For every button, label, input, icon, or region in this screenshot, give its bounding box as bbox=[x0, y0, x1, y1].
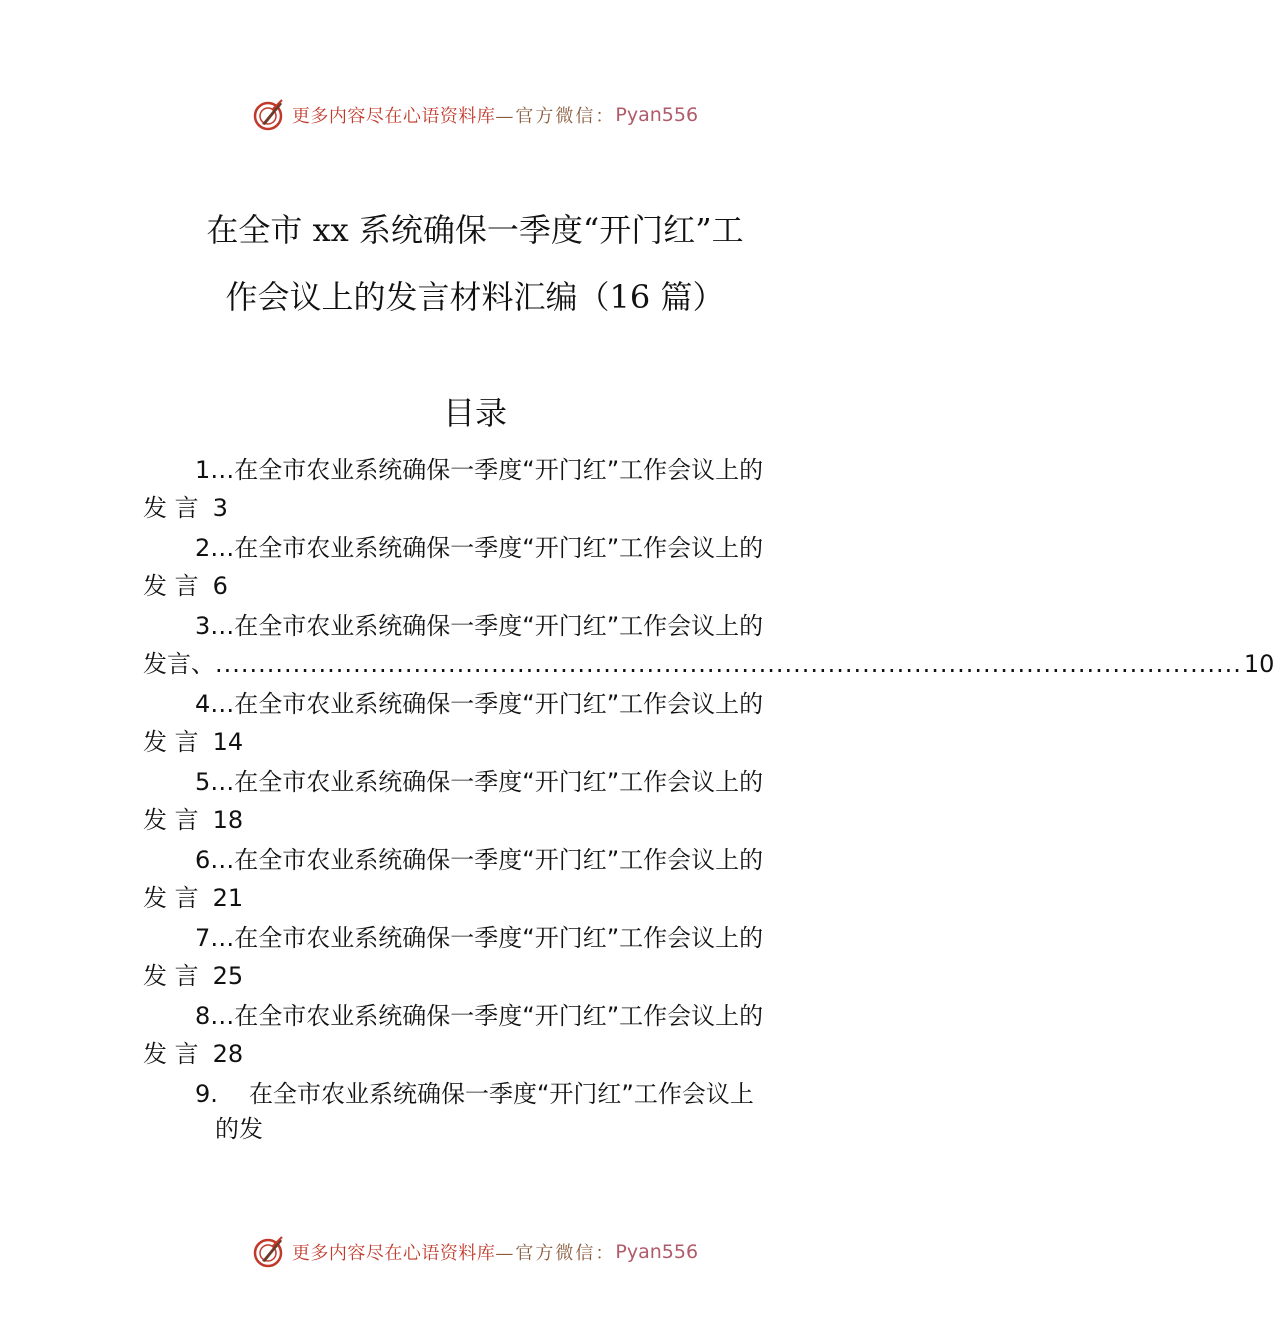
toc-entry-7[interactable] bbox=[143, 920, 808, 998]
toc-entry-title-cont: 的发 bbox=[215, 1115, 263, 1143]
toc-entry-3[interactable] bbox=[143, 608, 1274, 686]
toc-dot-leader: ....................................................................................................................... bbox=[215, 650, 1242, 678]
header-promo-text: 更多内容尽在心语资料库 bbox=[291, 106, 496, 127]
toc-entry-1[interactable] bbox=[143, 452, 808, 530]
toc-entry-8[interactable] bbox=[143, 998, 808, 1076]
document-title-line-2: 作会议上的发言材料汇编（16 篇） bbox=[225, 278, 725, 316]
toc-entry-title-cont: 发 言 bbox=[143, 806, 199, 834]
toc-entry-4[interactable] bbox=[143, 686, 808, 764]
toc-entry-title: 1…在全市农业系统确保一季度“开门红”工作会议上的 bbox=[195, 456, 764, 484]
toc-entry-title-cont: 发 言 bbox=[143, 1040, 199, 1068]
toc-entry-2[interactable] bbox=[143, 530, 808, 608]
header-wechat-label: —官方微信： bbox=[495, 106, 616, 127]
toc-entry-5[interactable] bbox=[143, 764, 808, 842]
toc-entry-title: 2…在全市农业系统确保一季度“开门红”工作会议上的 bbox=[195, 534, 764, 562]
toc-entry-title: 5…在全市农业系统确保一季度“开门红”工作会议上的 bbox=[195, 768, 764, 796]
toc-entry-page: 3 bbox=[212, 494, 228, 522]
toc-entry-title-cont: 发 言 bbox=[143, 728, 199, 756]
toc-entry-9[interactable] bbox=[195, 1076, 825, 1146]
toc-entry-page: 14 bbox=[212, 728, 244, 756]
toc-entry-title: 8…在全市农业系统确保一季度“开门红”工作会议上的 bbox=[195, 1002, 764, 1030]
toc-entry-number: 9. bbox=[195, 1080, 218, 1108]
footer-banner bbox=[0, 1232, 950, 1272]
toc-entry-page: 28 bbox=[212, 1040, 244, 1068]
table-of-contents bbox=[143, 452, 1274, 1143]
toc-entry-title-cont: 发言、 bbox=[143, 650, 215, 678]
footer-wechat-label: —官方微信： bbox=[495, 1243, 616, 1264]
toc-entry-title-cont: 发 言 bbox=[143, 494, 199, 522]
toc-entry-page: 6 bbox=[212, 572, 228, 600]
document-title-line-1: 在全市 xx 系统确保一季度“开门红”工 bbox=[206, 211, 744, 249]
toc-entry-title-cont: 发 言 bbox=[143, 962, 199, 990]
toc-entry-page: 18 bbox=[212, 806, 244, 834]
header-banner bbox=[0, 95, 950, 135]
toc-heading: 目录 bbox=[442, 394, 507, 432]
toc-entry-title: 6…在全市农业系统确保一季度“开门红”工作会议上的 bbox=[195, 846, 764, 874]
toc-entry-page: 25 bbox=[212, 962, 244, 990]
logo-quill-icon bbox=[252, 1235, 286, 1269]
toc-entry-title: 7…在全市农业系统确保一季度“开门红”工作会议上的 bbox=[195, 924, 764, 952]
footer-promo-text: 更多内容尽在心语资料库 bbox=[291, 1243, 496, 1264]
toc-entry-title: 3…在全市农业系统确保一季度“开门红”工作会议上的 bbox=[195, 612, 764, 640]
toc-entry-title: 在全市农业系统确保一季度“开门红”工作会议上 bbox=[249, 1080, 754, 1108]
toc-entry-title-cont: 发 言 bbox=[143, 884, 199, 912]
toc-entry-page: 21 bbox=[212, 884, 244, 912]
toc-entry-title-cont: 发 言 bbox=[143, 572, 199, 600]
toc-entry-6[interactable] bbox=[143, 842, 808, 920]
toc-entry-page: 10 bbox=[1243, 650, 1274, 678]
logo-quill-icon bbox=[252, 98, 286, 132]
toc-entry-title: 4…在全市农业系统确保一季度“开门红”工作会议上的 bbox=[195, 690, 764, 718]
footer-wechat-account: Pyan556 bbox=[615, 1241, 699, 1263]
header-wechat-account: Pyan556 bbox=[615, 104, 699, 126]
